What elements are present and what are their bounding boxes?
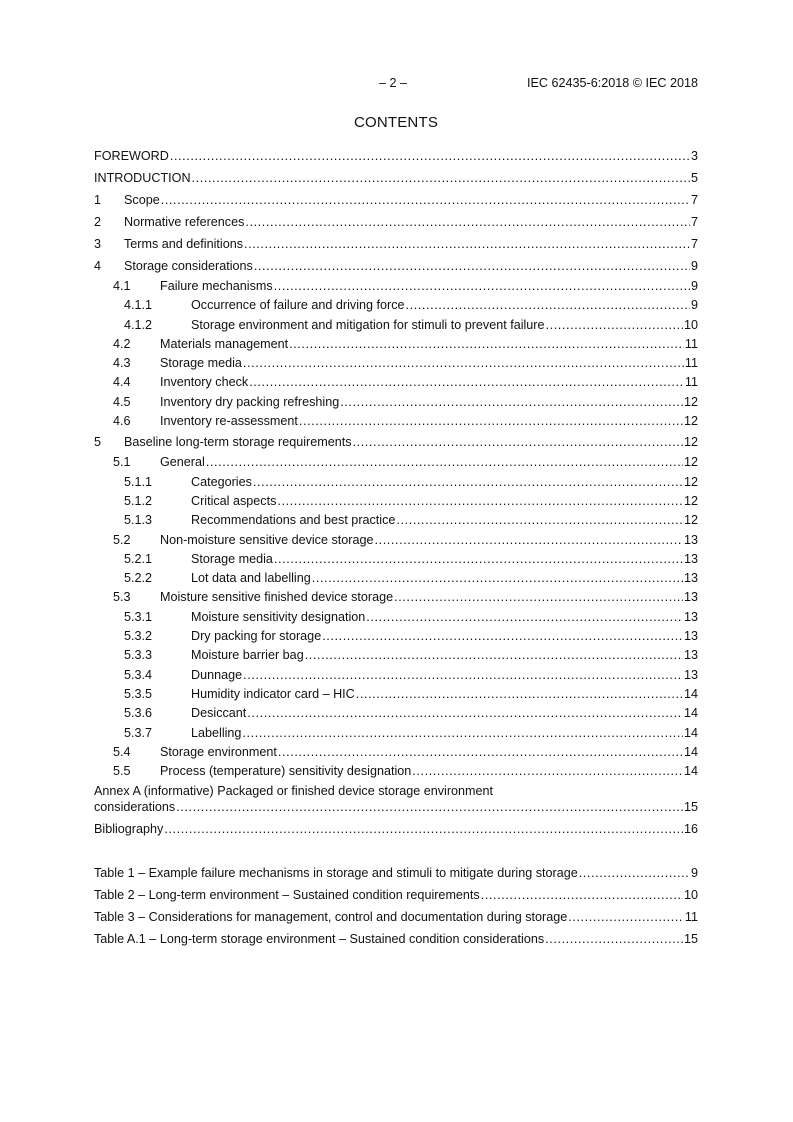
dot-leader <box>412 762 683 781</box>
dot-leader <box>545 928 683 950</box>
dot-leader <box>277 492 683 511</box>
section-title: INTRODUCTION <box>94 171 191 185</box>
section-title: Categories <box>191 474 252 489</box>
page-reference: 9 <box>690 866 698 880</box>
table-title: Table 2 – Long-term environment – Sustained condition requirements <box>94 888 480 902</box>
page-reference: 9 <box>690 259 698 273</box>
dot-leader <box>353 431 683 453</box>
contents-title: CONTENTS <box>353 114 439 131</box>
section-title: Moisture sensitivity designation <box>191 609 366 624</box>
toc-entry[interactable] <box>94 666 698 685</box>
page-reference: 11 <box>684 375 698 390</box>
dot-leader <box>278 743 683 762</box>
page-reference: 13 <box>683 532 698 547</box>
dot-leader <box>356 685 683 704</box>
section-number: 5 <box>94 435 102 450</box>
table-title: Table 1 – Example failure mechanisms in storage and stimuli to mitigate during storage <box>94 866 578 880</box>
page-reference: 11 <box>684 356 698 371</box>
section-title: Inventory dry packing refreshing <box>160 394 340 409</box>
page-reference: 13 <box>683 551 698 566</box>
page-reference: 9 <box>690 279 698 293</box>
toc-entry[interactable] <box>94 762 698 781</box>
section-title: Inventory check <box>160 375 249 390</box>
section-title: Storage environment <box>160 744 277 759</box>
toc-entry[interactable] <box>94 511 698 530</box>
toc-entry[interactable] <box>94 335 698 354</box>
page-reference: 7 <box>690 193 698 207</box>
page-reference: 12 <box>683 513 698 528</box>
section-title: Humidity indicator card – HIC <box>191 686 355 701</box>
section-title: Inventory re-assessment <box>160 414 298 429</box>
annex-continuation <box>94 799 698 815</box>
section-title: Storage media <box>160 356 242 371</box>
page-reference: 11 <box>684 910 698 924</box>
page-reference: 5 <box>690 171 698 185</box>
page-reference: 14 <box>683 725 698 740</box>
page-reference: 15 <box>683 932 698 946</box>
section-title: Storage environment and mitigation for stimuli to prevent failure <box>191 317 545 332</box>
section-title: Critical aspects <box>191 493 277 508</box>
section-title: Scope <box>124 193 160 207</box>
toc-entry[interactable] <box>94 685 698 704</box>
section-number: 5.3.5 <box>124 686 153 701</box>
dot-leader <box>244 233 690 255</box>
section-number: 4.3 <box>113 356 131 371</box>
page-reference: 15 <box>683 800 698 815</box>
section-title: Non-moisture sensitive device storage <box>160 532 374 547</box>
section-title: Terms and definitions <box>124 237 244 251</box>
section-title: Dunnage <box>191 667 243 682</box>
section-number: 5.2.1 <box>124 551 153 566</box>
page-reference: 13 <box>683 571 698 586</box>
section-number: 1 <box>94 193 102 207</box>
annex-title: Annex A (informative) Packaged or finished device storage environment <box>94 784 494 799</box>
document-id: IEC 62435-6:2018 © IEC 2018 <box>526 76 698 90</box>
page-reference: 12 <box>683 394 698 409</box>
dot-leader <box>206 453 683 472</box>
section-title: FOREWORD <box>94 149 169 163</box>
toc-entry[interactable] <box>94 316 698 335</box>
page-reference: 3 <box>690 149 698 163</box>
toc-entry-annex[interactable] <box>94 781 698 815</box>
section-number: 5.1.1 <box>124 474 153 489</box>
section-title: Process (temperature) sensitivity designation <box>160 764 412 779</box>
toc-entry[interactable] <box>94 296 698 315</box>
page-reference: 12 <box>683 435 698 450</box>
section-title: Occurrence of failure and driving force <box>191 298 405 313</box>
section-number: 4.1.1 <box>124 298 153 313</box>
dot-leader <box>289 335 684 354</box>
section-number: 4.6 <box>113 414 131 429</box>
toc-entry[interactable] <box>94 373 698 392</box>
dot-leader <box>245 211 690 233</box>
toc-entry[interactable] <box>94 211 698 233</box>
dot-leader <box>253 473 683 492</box>
table-title: Table A.1 – Long-term storage environment – Sustained condition considerations <box>94 932 545 946</box>
dot-leader <box>394 588 683 607</box>
section-number: 5.3.6 <box>124 706 153 721</box>
page-reference: 13 <box>683 590 698 605</box>
dot-leader <box>254 255 690 277</box>
dot-leader <box>299 412 683 431</box>
dot-leader <box>396 511 683 530</box>
section-number: 3 <box>94 237 102 251</box>
table-of-contents <box>94 145 698 840</box>
section-title: Normative references <box>124 215 245 229</box>
toc-entry[interactable] <box>94 743 698 762</box>
page-reference: 12 <box>683 493 698 508</box>
page-reference: 13 <box>683 629 698 644</box>
dot-leader <box>546 316 683 335</box>
dot-leader <box>340 393 683 412</box>
section-number: 4.5 <box>113 394 131 409</box>
toc-entry[interactable] <box>94 167 698 189</box>
dot-leader <box>249 373 684 392</box>
dot-leader <box>242 724 683 743</box>
section-number: 2 <box>94 215 102 229</box>
dot-leader <box>192 167 690 189</box>
page-reference: 10 <box>683 317 698 332</box>
page-reference: 13 <box>683 648 698 663</box>
toc-entry[interactable] <box>94 550 698 569</box>
section-title: Materials management <box>160 336 289 351</box>
section-number: 5.1.3 <box>124 513 153 528</box>
page-reference: 9 <box>690 298 698 313</box>
toc-entry[interactable] <box>94 233 698 255</box>
page-reference: 14 <box>683 706 698 721</box>
annex-title-continued: considerations <box>94 800 176 815</box>
section-number: 5.4 <box>113 744 131 759</box>
dot-leader <box>274 277 690 296</box>
table-entry[interactable] <box>94 884 698 906</box>
page-header <box>94 76 698 92</box>
section-number: 4.1 <box>113 279 131 293</box>
toc-entry[interactable] <box>94 473 698 492</box>
section-title: Labelling <box>191 725 242 740</box>
page-reference: 13 <box>683 609 698 624</box>
page-reference: 14 <box>683 764 698 779</box>
toc-entry[interactable] <box>94 412 698 431</box>
dot-leader <box>568 906 684 928</box>
section-title: Storage media <box>191 551 273 566</box>
table-entry[interactable] <box>94 906 698 928</box>
section-number: 5.2.2 <box>124 571 153 586</box>
dot-leader <box>164 818 683 840</box>
toc-entry[interactable] <box>94 704 698 723</box>
dot-leader <box>243 354 684 373</box>
dot-leader <box>579 862 690 884</box>
dot-leader <box>481 884 683 906</box>
dot-leader <box>406 296 690 315</box>
section-number: 5.3.1 <box>124 609 153 624</box>
page-reference: 12 <box>683 474 698 489</box>
toc-entry[interactable] <box>94 608 698 627</box>
dot-leader <box>375 531 683 550</box>
page-reference: 13 <box>683 667 698 682</box>
toc-entry[interactable] <box>94 189 698 211</box>
page-reference: 16 <box>683 822 698 837</box>
section-title: Failure mechanisms <box>160 279 273 293</box>
page-reference: 7 <box>690 215 698 229</box>
toc-entry[interactable] <box>94 453 698 472</box>
page-number: – 2 – <box>379 76 408 90</box>
section-number: 4.4 <box>113 375 131 390</box>
dot-leader <box>243 666 683 685</box>
toc-entry[interactable] <box>94 724 698 743</box>
toc-entry[interactable] <box>94 531 698 550</box>
page-reference: 11 <box>684 336 698 351</box>
dot-leader <box>366 608 683 627</box>
page-reference: 7 <box>690 237 698 251</box>
section-title: Storage considerations <box>124 259 253 273</box>
toc-entry[interactable] <box>94 492 698 511</box>
section-number: 5.3.3 <box>124 648 153 663</box>
section-number: 5.3.7 <box>124 725 153 740</box>
toc-entry[interactable] <box>94 277 698 296</box>
table-entry[interactable] <box>94 928 698 950</box>
page-reference: 14 <box>683 686 698 701</box>
section-number: 5.3.2 <box>124 629 153 644</box>
section-title: Bibliography <box>94 822 164 837</box>
section-number: 5.5 <box>113 764 131 779</box>
section-number: 5.1 <box>113 455 131 470</box>
section-title: Moisture sensitive finished device storage <box>160 590 394 605</box>
toc-entry[interactable] <box>94 145 698 167</box>
section-number: 4.1.2 <box>124 317 153 332</box>
dot-leader <box>161 189 690 211</box>
toc-entry[interactable] <box>94 354 698 373</box>
page-reference: 10 <box>683 888 698 902</box>
dot-leader <box>170 145 690 167</box>
toc-entry-bibliography[interactable] <box>94 818 698 840</box>
toc-entry[interactable] <box>94 569 698 588</box>
section-title: Dry packing for storage <box>191 629 322 644</box>
page-reference: 12 <box>683 455 698 470</box>
section-title: Baseline long-term storage requirements <box>124 435 352 450</box>
section-number: 5.3 <box>113 590 131 605</box>
toc-entry[interactable] <box>94 627 698 646</box>
section-title: Recommendations and best practice <box>191 513 396 528</box>
toc-entry[interactable] <box>94 646 698 665</box>
section-title: Lot data and labelling <box>191 571 311 586</box>
section-title: Moisture barrier bag <box>191 648 304 663</box>
dot-leader <box>312 569 683 588</box>
dot-leader <box>322 627 683 646</box>
toc-entry[interactable] <box>94 255 698 277</box>
list-of-tables <box>94 862 698 950</box>
toc-entry[interactable] <box>94 431 698 453</box>
dot-leader <box>176 799 683 815</box>
dot-leader <box>247 704 683 723</box>
table-title: Table 3 – Considerations for management, control and documentation during storage <box>94 910 568 924</box>
section-number: 5.2 <box>113 532 131 547</box>
table-entry[interactable] <box>94 862 698 884</box>
dot-leader <box>274 550 683 569</box>
toc-entry[interactable] <box>94 393 698 412</box>
section-number: 4 <box>94 259 102 273</box>
section-number: 4.2 <box>113 336 131 351</box>
section-number: 5.3.4 <box>124 667 153 682</box>
dot-leader <box>305 646 683 665</box>
toc-entry[interactable] <box>94 588 698 607</box>
section-title: Desiccant <box>191 706 247 721</box>
section-title: General <box>160 455 205 470</box>
page-reference: 12 <box>683 414 698 429</box>
page-reference: 14 <box>683 744 698 759</box>
section-number: 5.1.2 <box>124 493 153 508</box>
